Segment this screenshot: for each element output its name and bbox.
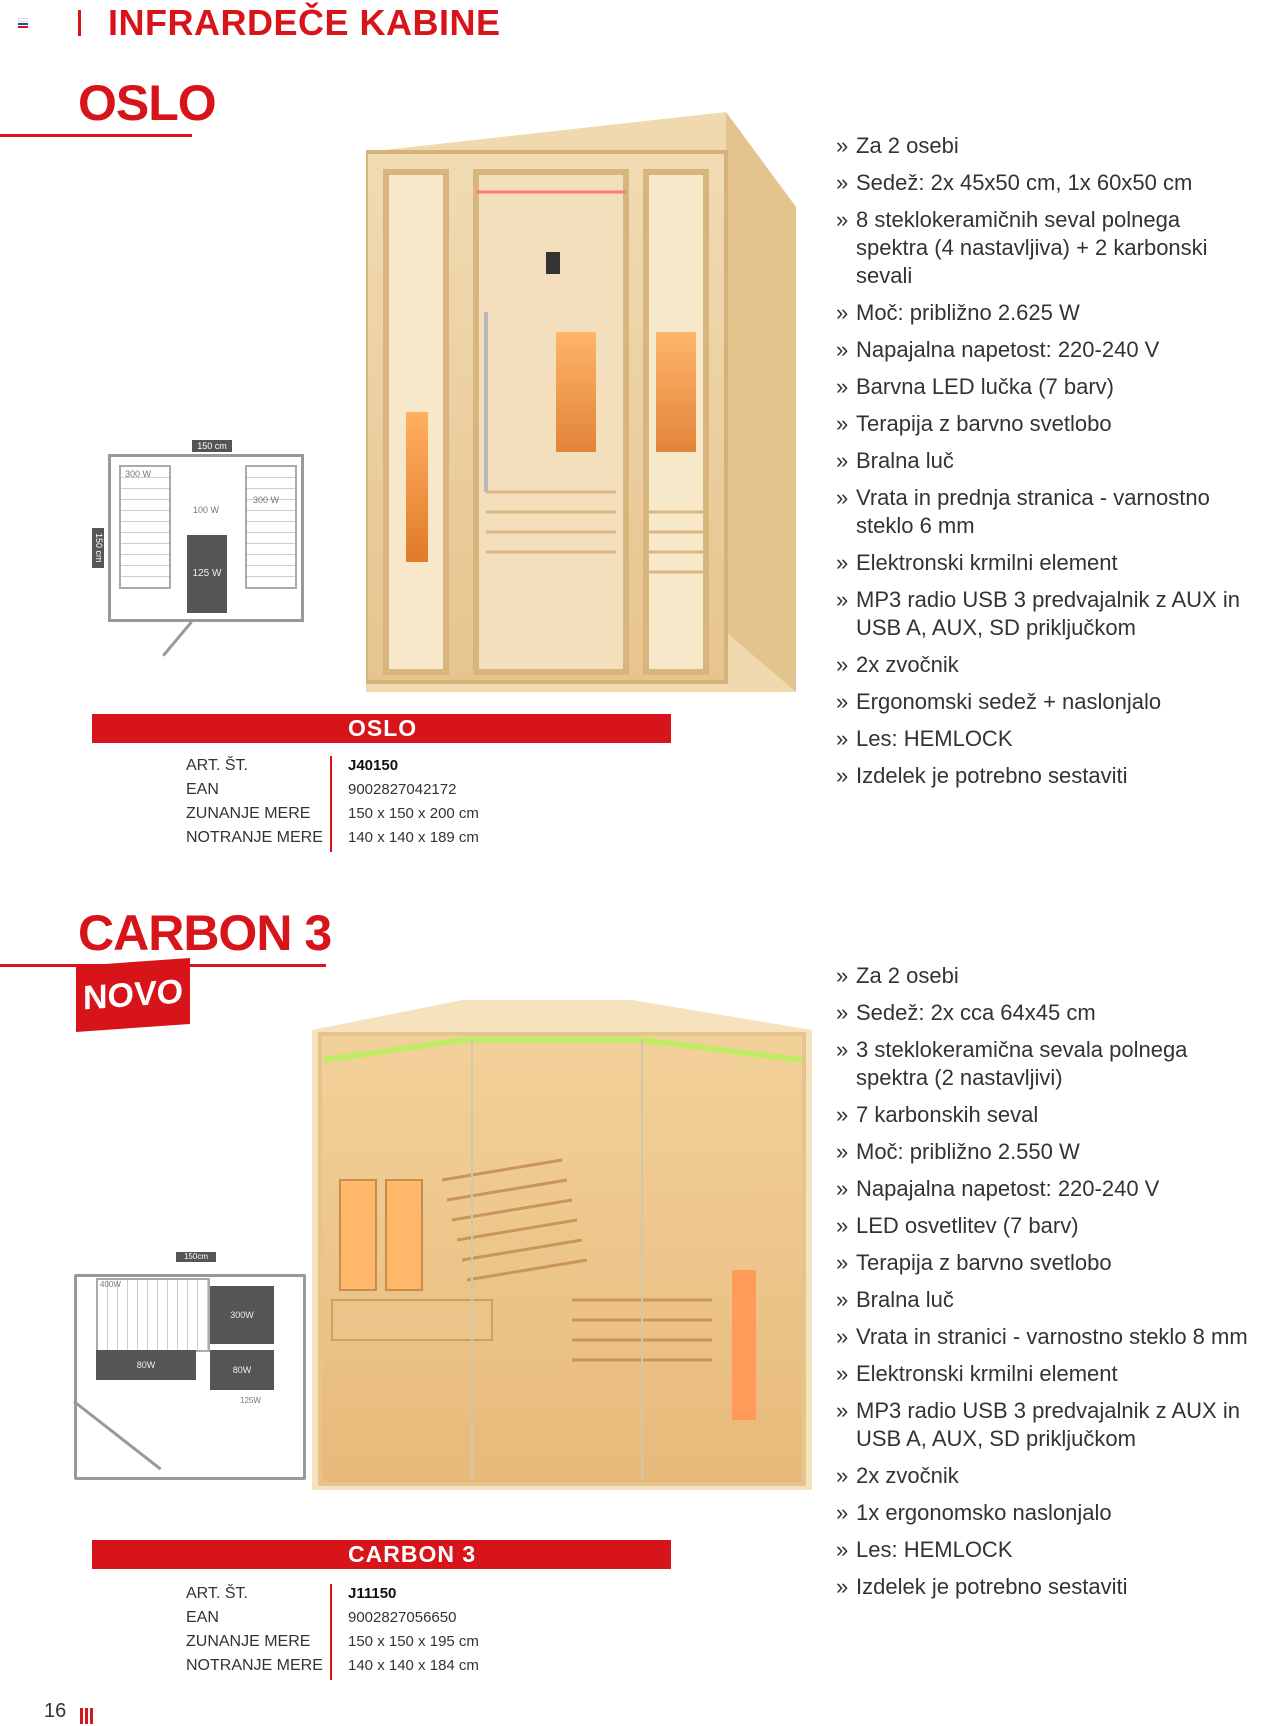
- feature-item: » 2x zvočnik: [836, 1462, 1256, 1490]
- feature-item: » Les: HEMLOCK: [836, 725, 1256, 753]
- plan-seat-left: [119, 465, 171, 589]
- plan-width-label: 150 cm: [192, 440, 232, 452]
- inner-dimensions: 140 x 140 x 184 cm: [348, 1657, 479, 1674]
- spec-label: ZUNANJE MERE: [186, 1633, 311, 1650]
- spec-values-oslo: [348, 754, 479, 850]
- feature-item: » Terapija z barvno svetlobo: [836, 410, 1256, 438]
- inner-dimensions: 140 x 140 x 189 cm: [348, 829, 479, 846]
- spec-label: ART. ŠT.: [186, 757, 248, 774]
- title-underline: [0, 134, 192, 137]
- spec-label: ART. ŠT.: [186, 1585, 248, 1602]
- outer-dimensions: 150 x 150 x 195 cm: [348, 1633, 479, 1650]
- feature-item: » Elektronski krmilni element: [836, 1360, 1256, 1388]
- product-name-bar-oslo: OSLO: [92, 714, 671, 743]
- feature-item: » 3 steklokeramična sevala polnega spektra (2 nastavljivi): [836, 1036, 1256, 1092]
- outer-dimensions: 150 x 150 x 200 cm: [348, 805, 479, 822]
- plan-outline: [108, 454, 304, 622]
- feature-item: » 8 steklokeramičnih seval polnega spektra (4 nastavljiva) + 2 karbonski sevali: [836, 206, 1256, 290]
- floor-plan-carbon3: [60, 1250, 310, 1490]
- feature-item: » MP3 radio USB 3 predvajalnik z AUX in USB A, AUX, SD priključkom: [836, 586, 1256, 642]
- page-number: 16: [44, 1700, 67, 1722]
- spec-labels-oslo: [186, 754, 336, 850]
- plan-width-label: 150cm: [176, 1252, 216, 1262]
- plan-label: 125W: [240, 1396, 261, 1405]
- feature-item: » 1x ergonomsko naslonjalo: [836, 1499, 1256, 1527]
- spec-label: NOTRANJE MERE: [186, 829, 323, 846]
- feature-item: » Za 2 osebi: [836, 962, 1256, 990]
- feature-list-oslo: [836, 132, 1256, 799]
- plan-label: 300 W: [253, 495, 280, 505]
- floor-plan-oslo: [84, 436, 314, 666]
- plan-heater: 80W: [96, 1350, 196, 1380]
- feature-item: » Bralna luč: [836, 447, 1256, 475]
- plan-heater: 80W: [210, 1350, 274, 1390]
- feature-list-carbon3: [836, 962, 1256, 1610]
- plan-label: 100 W: [193, 505, 220, 515]
- plan-seat: [96, 1278, 210, 1352]
- feature-item: » Moč: približno 2.550 W: [836, 1138, 1256, 1166]
- flag-icon: [18, 18, 28, 26]
- art-number: J40150: [348, 757, 399, 774]
- feature-item: » 2x zvočnik: [836, 651, 1256, 679]
- spec-label: EAN: [186, 781, 219, 798]
- plan-label: 400W: [100, 1280, 121, 1289]
- header-divider: [78, 10, 81, 36]
- plan-depth-label: 150 cm: [92, 528, 104, 568]
- feature-item: » Sedež: 2x cca 64x45 cm: [836, 999, 1256, 1027]
- feature-item: » Les: HEMLOCK: [836, 1536, 1256, 1564]
- plan-heater: 300W: [210, 1286, 274, 1344]
- feature-item: » Napajalna napetost: 220-240 V: [836, 1175, 1256, 1203]
- product-title-oslo: OSLO: [78, 75, 216, 131]
- product-name-bar-carbon3: CARBON 3: [92, 1540, 671, 1569]
- plan-label: 300 W: [125, 469, 152, 479]
- feature-item: » Izdelek je potrebno sestaviti: [836, 1573, 1256, 1601]
- feature-item: » Barvna LED lučka (7 barv): [836, 373, 1256, 401]
- plan-seat-right: [245, 465, 297, 589]
- feature-item: » Terapija z barvno svetlobo: [836, 1249, 1256, 1277]
- spec-separator: [330, 756, 332, 852]
- feature-item: » Bralna luč: [836, 1286, 1256, 1314]
- feature-item: » Izdelek je potrebno sestaviti: [836, 762, 1256, 790]
- feature-item: » Sedež: 2x 45x50 cm, 1x 60x50 cm: [836, 169, 1256, 197]
- feature-item: » 7 karbonskih seval: [836, 1101, 1256, 1129]
- feature-item: » Elektronski krmilni element: [836, 549, 1256, 577]
- footer-accent: [80, 1708, 93, 1724]
- spec-label: NOTRANJE MERE: [186, 1657, 323, 1674]
- plan-door: [162, 621, 193, 657]
- spec-label: EAN: [186, 1609, 219, 1626]
- sauna-image-oslo: [366, 112, 796, 692]
- feature-item: » Ergonomski sedež + naslonjalo: [836, 688, 1256, 716]
- sauna-image-carbon3: [312, 1000, 812, 1500]
- spec-separator: [330, 1584, 332, 1680]
- plan-heater-center: 125 W: [187, 535, 227, 613]
- spec-values-carbon3: [348, 1582, 479, 1678]
- product-title-carbon3: CARBON 3: [78, 905, 332, 961]
- feature-item: » LED osvetlitev (7 barv): [836, 1212, 1256, 1240]
- feature-item: » Vrata in stranici - varnostno steklo 8 mm: [836, 1323, 1256, 1351]
- feature-item: » Vrata in prednja stranica - varnostno steklo 6 mm: [836, 484, 1256, 540]
- feature-item: » Napajalna napetost: 220-240 V: [836, 336, 1256, 364]
- page-title: INFRARDEČE KABINE: [108, 2, 501, 43]
- feature-item: » MP3 radio USB 3 predvajalnik z AUX in USB A, AUX, SD priključkom: [836, 1397, 1256, 1453]
- feature-item: » Moč: približno 2.625 W: [836, 299, 1256, 327]
- spec-label: ZUNANJE MERE: [186, 805, 311, 822]
- spec-labels-carbon3: [186, 1582, 336, 1678]
- novo-badge: NOVO: [76, 958, 190, 1032]
- ean-value: 9002827042172: [348, 781, 457, 798]
- ean-value: 9002827056650: [348, 1609, 457, 1626]
- feature-item: » Za 2 osebi: [836, 132, 1256, 160]
- art-number: J11150: [348, 1585, 397, 1602]
